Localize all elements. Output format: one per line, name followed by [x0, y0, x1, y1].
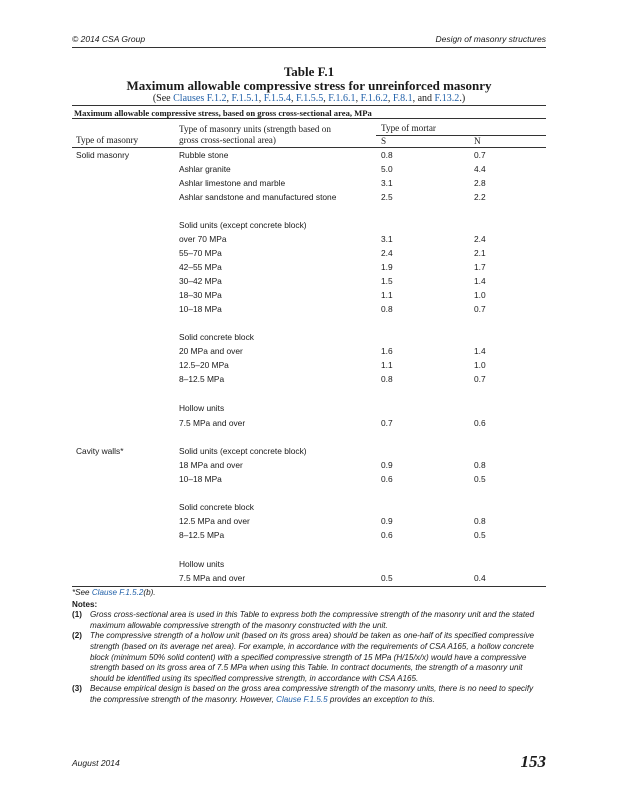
table-row — [72, 190, 546, 204]
cell-s: 1.1 — [381, 290, 393, 300]
cell-s: 0.6 — [381, 530, 393, 540]
clause-link[interactable]: F.1.6.2 — [360, 93, 388, 104]
note-text-before: Because empirical design is based on the gross area compressive strength of the masonry units, there is no need to specify the compressive strength of the masonry. However, — [90, 684, 534, 704]
footnote-prefix: *See — [72, 588, 92, 597]
cell-type: Cavity walls* — [76, 446, 124, 456]
table-row — [72, 430, 546, 444]
note-item — [72, 631, 546, 684]
table-row — [72, 260, 546, 274]
cell-n: 1.7 — [474, 262, 486, 272]
cell-n: 0.8 — [474, 460, 486, 470]
see-suffix: .) — [459, 93, 466, 104]
table-footnote — [72, 588, 546, 599]
cell-n: 0.5 — [474, 530, 486, 540]
table-row — [72, 386, 546, 400]
notes-label: Notes: — [72, 599, 98, 609]
clause-link[interactable]: F.1.5.5 — [296, 93, 324, 104]
cell-unit: Ashlar sandstone and manufactured stone — [179, 192, 337, 202]
header-type-of-mortar: Type of mortar — [381, 123, 436, 133]
cell-s: 0.8 — [381, 304, 393, 314]
footnote-suffix: (b). — [143, 588, 156, 597]
cell-s: 2.5 — [381, 192, 393, 202]
cell-unit: 7.5 MPa and over — [179, 573, 246, 583]
cell-s: 0.8 — [381, 374, 393, 384]
table-references: (See Clauses F.1.2, F.1.5.1, F.1.5.4, F.1.5.5, F.1.6.1, F.1.6.2, F.8.1, and F.13.2.) — [152, 93, 466, 104]
cell-s: 1.9 — [381, 262, 393, 272]
table-row — [72, 316, 546, 330]
cell-unit: 8–12.5 MPa — [179, 374, 225, 384]
header-document-title: Design of masonry structures — [435, 34, 546, 44]
page-footer — [72, 752, 546, 772]
table-caption: Maximum allowable compressive stress, based on gross cross-sectional area, MPa — [72, 105, 546, 119]
cell-s: 1.6 — [381, 346, 393, 356]
table-row — [72, 218, 546, 232]
cell-unit: 30–42 MPa — [179, 276, 222, 286]
table-row — [72, 330, 546, 344]
cell-unit: 8–12.5 MPa — [179, 530, 225, 540]
footnote-clause-link[interactable]: Clause F.1.5.2 — [91, 588, 144, 597]
cell-n: 1.4 — [474, 346, 486, 356]
table-row — [72, 148, 546, 162]
footer-date: August 2014 — [72, 758, 120, 768]
table-row — [72, 302, 546, 316]
clause-link[interactable]: F.1.6.1 — [328, 93, 356, 104]
cell-s: 0.8 — [381, 150, 393, 160]
clause-link[interactable]: F.1.5.4 — [263, 93, 292, 104]
note-text: The compressive strength of a hollow unit (based on its gross area) should be taken as one-half of its specified compressive strength (based on its average net area). For example, in accordance with the requirements of CSA A165, a hollow concrete block (minimum 50% solid content) with a specified compressive strength of 15 MPa (H/15/x/x) would have a compressive strength based on its gross area of 7.5 MPa when using this Table. In contract documents, the strength of a masonry unit should be identified using its specified compressive strength, in accordance with CSA A165. — [90, 631, 535, 683]
cell-unit: 20 MPa and over — [179, 346, 243, 356]
cell-unit: 12.5 MPa and over — [179, 516, 250, 526]
note-number: (1) — [72, 610, 82, 620]
cell-s: 0.9 — [381, 460, 393, 470]
table-row — [72, 571, 546, 585]
cell-unit: Solid units (except concrete block) — [179, 220, 307, 230]
cell-s: 0.6 — [381, 474, 393, 484]
header-units-line2: gross cross-sectional area) — [179, 135, 276, 145]
table-row — [72, 444, 546, 458]
table-row — [72, 176, 546, 190]
clause-link[interactable]: F.8.1 — [392, 93, 413, 104]
cell-n: 0.6 — [474, 418, 486, 428]
cell-unit: Hollow units — [179, 403, 225, 413]
header-copyright: © 2014 CSA Group — [72, 34, 146, 44]
cell-n: 0.7 — [474, 374, 486, 384]
cell-n: 2.4 — [474, 234, 486, 244]
cell-unit: 42–55 MPa — [179, 262, 222, 272]
table-row — [72, 232, 546, 246]
cell-n: 1.0 — [474, 360, 486, 370]
page-number: 153 — [520, 752, 546, 771]
cell-unit: 10–18 MPa — [179, 474, 222, 484]
table-label: Table F.1 — [283, 64, 335, 79]
note-number: (3) — [72, 684, 82, 694]
note-item — [72, 684, 546, 705]
table-row — [72, 274, 546, 288]
table-title: Maximum allowable compressive stress for unreinforced masonry — [126, 78, 492, 93]
cell-n: 0.4 — [474, 573, 486, 583]
cell-n: 2.1 — [474, 248, 486, 258]
note-text-after: provides an exception to this. — [327, 694, 435, 704]
cell-unit: Solid units (except concrete block) — [179, 446, 307, 456]
see-and: and — [417, 93, 433, 104]
header-units-line1: Type of masonry units (strength based on — [179, 124, 331, 134]
cell-type: Solid masonry — [76, 150, 130, 160]
cell-unit: 12.5–20 MPa — [179, 360, 229, 370]
cell-s: 0.5 — [381, 573, 393, 583]
cell-n: 0.8 — [474, 516, 486, 526]
table-row — [72, 288, 546, 302]
table-row — [72, 514, 546, 528]
table-row — [72, 500, 546, 514]
cell-n: 2.2 — [474, 192, 486, 202]
header-mortar-n: N — [474, 136, 481, 146]
cell-n: 0.5 — [474, 474, 486, 484]
cell-n: 1.4 — [474, 276, 486, 286]
cell-unit: Solid concrete block — [179, 332, 254, 342]
clause-link[interactable]: F.1.5.1 — [231, 93, 259, 104]
cell-unit: 18 MPa and over — [179, 460, 243, 470]
table-row — [72, 472, 546, 486]
table-notes — [72, 588, 546, 706]
table-row — [72, 542, 546, 556]
table-row — [72, 401, 546, 415]
cell-unit: 55–70 MPa — [179, 248, 222, 258]
cell-unit: Rubble stone — [179, 150, 229, 160]
note-clause-link[interactable]: Clause F.1.5.5 — [276, 694, 328, 704]
cell-s: 2.4 — [381, 248, 393, 258]
cell-s: 0.7 — [381, 418, 393, 428]
note-number: (2) — [72, 631, 82, 641]
cell-n: 0.7 — [474, 150, 486, 160]
table-row — [72, 458, 546, 472]
cell-n: 4.4 — [474, 164, 486, 174]
table-row — [72, 416, 546, 430]
cell-unit: 7.5 MPa and over — [179, 418, 246, 428]
table-row — [72, 372, 546, 386]
see-prefix: (See — [152, 93, 174, 104]
cell-unit: over 70 MPa — [179, 234, 227, 244]
cell-s: 5.0 — [381, 164, 393, 174]
table-row — [72, 486, 546, 500]
cell-unit: Ashlar limestone and marble — [179, 178, 286, 188]
table-row — [72, 344, 546, 358]
table-row — [72, 204, 546, 218]
mortar-rule — [376, 135, 546, 136]
table-row — [72, 557, 546, 571]
cell-n: 0.7 — [474, 304, 486, 314]
clause-link[interactable]: F.13.2 — [434, 93, 460, 104]
cell-s: 1.5 — [381, 276, 393, 286]
note-text: Gross cross-sectional area is used in this Table to express both the compressive strength of the masonry unit and the stated maximum allowable compressive strength of the masonry constructed with the unit. — [90, 610, 535, 630]
cell-s: 3.1 — [381, 234, 393, 244]
table-row — [72, 246, 546, 260]
cell-unit: 18–30 MPa — [179, 290, 222, 300]
cell-s: 0.9 — [381, 516, 393, 526]
cell-unit: Ashlar granite — [179, 164, 231, 174]
cell-n: 1.0 — [474, 290, 486, 300]
cell-unit: Solid concrete block — [179, 502, 254, 512]
header-mortar-s: S — [381, 136, 387, 146]
table-row — [72, 358, 546, 372]
clause-link[interactable]: Clauses F.1.2 — [173, 93, 227, 104]
table-row — [72, 528, 546, 542]
cell-unit: Hollow units — [179, 559, 225, 569]
note-item — [72, 610, 546, 631]
table-row — [72, 162, 546, 176]
cell-unit: 10–18 MPa — [179, 304, 222, 314]
cell-s: 3.1 — [381, 178, 393, 188]
cell-s: 1.1 — [381, 360, 393, 370]
table-bottom-rule — [72, 586, 546, 587]
cell-n: 2.8 — [474, 178, 486, 188]
header-type-of-masonry: Type of masonry — [76, 135, 139, 145]
page-header — [72, 33, 546, 48]
